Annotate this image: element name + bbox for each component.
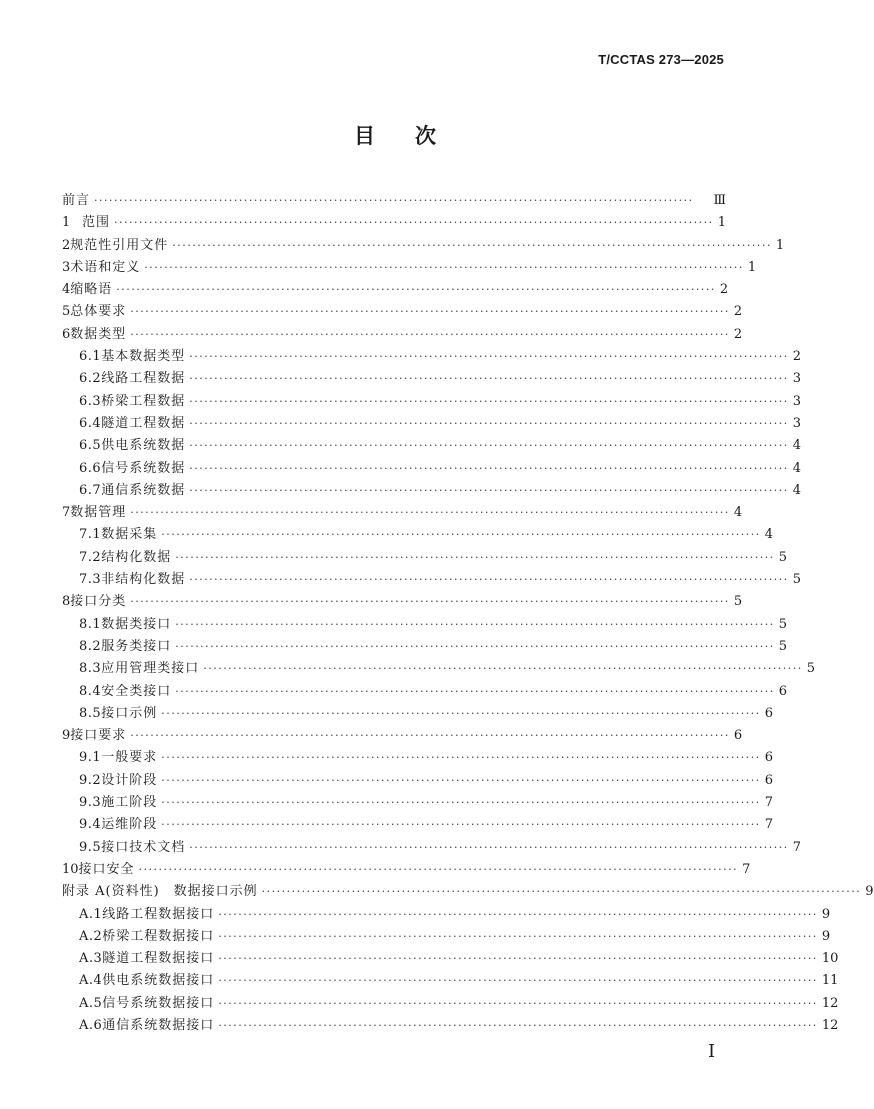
toc-entry-label: 基本数据类型	[101, 349, 186, 365]
table-of-contents	[62, 190, 874, 1037]
toc-entry-page: 5	[778, 616, 788, 632]
toc-entry-label: 前言	[62, 193, 91, 208]
toc-entry-page: 6	[764, 705, 774, 721]
toc-entry[interactable]	[62, 190, 726, 212]
toc-entry[interactable]	[62, 636, 788, 658]
toc-entry-page: 9	[821, 928, 831, 944]
toc-entry[interactable]	[62, 591, 743, 613]
dot-leader: ························································································································	[161, 796, 761, 810]
toc-entry-number: 7	[62, 505, 71, 521]
toc-entry[interactable]	[62, 391, 802, 413]
dot-leader: ························································································································	[130, 729, 730, 743]
dot-leader: ························································································································	[218, 996, 818, 1010]
toc-entry-page: 12	[821, 995, 839, 1011]
toc-entry-label: 缩略语	[70, 282, 113, 298]
toc-entry-label: 范围	[82, 215, 111, 231]
toc-entry-label: 数据采集	[101, 527, 158, 543]
toc-entry-page: 2	[719, 282, 729, 298]
toc-entry-label: 隧道工程数据接口	[102, 951, 215, 967]
toc-entry[interactable]	[62, 837, 802, 859]
toc-entry[interactable]	[62, 279, 729, 301]
toc-entry-label: 隧道工程数据	[101, 415, 186, 431]
toc-entry-label: 总体要求	[70, 304, 127, 320]
toc-entry-label: 数据类型	[70, 326, 127, 342]
toc-entry-page: 1	[717, 215, 726, 231]
toc-entry-page: 6	[764, 772, 774, 788]
toc-entry-number: 6.4	[79, 415, 102, 431]
dot-leader: ························································································································	[261, 885, 862, 899]
toc-title: 目次	[354, 123, 476, 148]
toc-entry-page: 6	[778, 683, 788, 699]
toc-entry-label: 服务类接口	[101, 638, 172, 654]
toc-entry[interactable]	[62, 859, 751, 881]
toc-entry-page: 3	[792, 371, 802, 387]
toc-entry-label: 一般要求	[101, 750, 158, 766]
toc-entry-number: 6.7	[79, 482, 102, 498]
toc-entry-label: 线路工程数据接口	[102, 906, 215, 922]
toc-entry[interactable]	[62, 904, 831, 926]
toc-entry-number: 7.3	[79, 572, 102, 588]
toc-entry-page: 7	[764, 795, 774, 811]
toc-entry[interactable]	[62, 257, 757, 279]
dot-leader: ························································································································	[189, 840, 789, 854]
toc-entry[interactable]	[62, 792, 774, 814]
toc-entry-number: 8.4	[79, 683, 102, 699]
dot-leader: ························································································································	[130, 305, 730, 319]
toc-entry-page: 4	[764, 527, 774, 543]
toc-entry[interactable]	[62, 435, 802, 457]
toc-entry-page: 7	[792, 839, 802, 855]
dot-leader: ························································································································	[116, 283, 716, 297]
toc-entry-page: 11	[821, 973, 839, 989]
toc-entry-number: 9.4	[79, 817, 102, 833]
toc-entry-number: 4	[62, 282, 71, 298]
toc-entry-number: 6.2	[79, 371, 102, 387]
toc-entry[interactable]	[62, 502, 743, 524]
toc-entry-page: 4	[792, 438, 802, 454]
toc-entry[interactable]	[62, 569, 802, 591]
dot-leader: ························································································································	[189, 394, 789, 408]
toc-entry-page: 7	[742, 861, 751, 877]
toc-entry[interactable]	[62, 658, 816, 680]
toc-entry-number: A.4	[79, 973, 103, 989]
toc-entry-label: 接口安全	[78, 861, 135, 877]
dot-leader: ························································································································	[189, 372, 789, 386]
toc-entry[interactable]	[62, 346, 802, 368]
toc-entry-number: 2	[62, 237, 71, 253]
toc-entry-page: 4	[792, 482, 802, 498]
dot-leader: ························································································································	[189, 483, 789, 497]
dot-leader: ························································································································	[172, 238, 772, 252]
toc-entry-number: A.3	[79, 951, 103, 967]
dot-leader: ························································································································	[175, 639, 775, 653]
toc-entry-label: 非结构化数据	[101, 572, 186, 588]
dot-leader: ························································································································	[161, 773, 761, 787]
toc-entry-number: 8.5	[79, 705, 102, 721]
toc-entry-number: 6	[62, 326, 71, 342]
toc-entry-number: 9.2	[79, 772, 102, 788]
toc-entry[interactable]	[62, 881, 874, 903]
toc-entry-label: 接口示例	[101, 705, 158, 721]
toc-entry-label: 附录 A(资料性) 数据接口示例	[62, 884, 258, 900]
toc-entry-label: 接口要求	[70, 728, 127, 744]
toc-entry[interactable]	[62, 458, 802, 480]
dot-leader: ························································································································	[218, 952, 818, 966]
toc-entry-label: 规范性引用文件	[70, 237, 169, 253]
toc-entry-label: 供电系统数据	[101, 438, 186, 454]
toc-entry-label: 信号系统数据接口	[102, 995, 215, 1011]
dot-leader: ························································································································	[218, 1018, 818, 1032]
toc-entry-page: Ⅲ	[713, 193, 726, 208]
toc-entry-label: 结构化数据	[101, 549, 172, 565]
toc-entry-number: 9.1	[79, 750, 102, 766]
toc-entry[interactable]	[62, 926, 831, 948]
dot-leader: ························································································································	[144, 260, 744, 274]
toc-entry-page: 6	[733, 728, 743, 744]
toc-entry-page: 9	[821, 906, 831, 922]
toc-entry-number: 6.6	[79, 460, 102, 476]
toc-entry-number: A.6	[79, 1017, 103, 1033]
toc-entry-label: 桥梁工程数据	[101, 393, 186, 409]
toc-entry[interactable]	[62, 725, 743, 747]
toc-entry-number: 10	[62, 861, 79, 877]
toc-entry-label: 施工阶段	[101, 795, 158, 811]
toc-entry-label: 通信系统数据接口	[102, 1017, 215, 1033]
dot-leader: ························································································································	[175, 684, 775, 698]
dot-leader: ························································································································	[161, 818, 761, 832]
toc-entry-page: 1	[775, 237, 785, 253]
toc-entry-label: 通信系统数据	[101, 482, 186, 498]
toc-entry-number: 7.2	[79, 549, 102, 565]
toc-entry[interactable]	[62, 1015, 839, 1037]
toc-entry-number: 3	[62, 259, 71, 275]
toc-entry[interactable]	[62, 212, 726, 234]
toc-entry-page: 5	[806, 661, 816, 677]
toc-entry-page: 10	[821, 951, 839, 967]
toc-entry-page: 5	[778, 638, 788, 654]
toc-entry-label: 接口技术文档	[101, 839, 186, 855]
toc-entry-number: 6.5	[79, 438, 102, 454]
toc-entry-number: 5	[62, 304, 71, 320]
dot-leader: ························································································································	[94, 194, 694, 207]
dot-leader: ························································································································	[130, 506, 730, 520]
toc-entry-page: 4	[733, 505, 743, 521]
dot-leader: ························································································································	[161, 706, 761, 720]
toc-entry-label: 桥梁工程数据接口	[102, 928, 215, 944]
toc-entry-page: 1	[747, 259, 757, 275]
toc-entry-number: 6.1	[79, 349, 102, 365]
toc-entry[interactable]	[62, 235, 785, 257]
toc-entry-page: 2	[733, 304, 743, 320]
toc-entry[interactable]	[62, 703, 774, 725]
dot-leader: ························································································································	[189, 461, 789, 475]
toc-entry-page: 2	[733, 326, 743, 342]
toc-entry-page: 4	[792, 460, 802, 476]
toc-entry-page: 5	[792, 572, 802, 588]
toc-entry[interactable]	[62, 681, 788, 703]
toc-entry[interactable]	[62, 413, 802, 435]
toc-entry-page: 6	[764, 750, 774, 766]
page-number: I	[708, 1041, 716, 1062]
toc-entry-page: 12	[821, 1017, 839, 1033]
toc-entry[interactable]	[62, 480, 802, 502]
toc-entry-number: 6.3	[79, 393, 102, 409]
dot-leader: ························································································································	[130, 595, 730, 609]
dot-leader: ························································································································	[218, 929, 818, 943]
toc-entry-number: 8.1	[79, 616, 102, 632]
toc-entry[interactable]	[62, 747, 774, 769]
toc-entry[interactable]	[62, 970, 839, 992]
toc-entry-number: 9.5	[79, 839, 102, 855]
toc-entry-page: 3	[792, 415, 802, 431]
dot-leader: ························································································································	[175, 617, 775, 631]
toc-entry-number: 7.1	[79, 527, 102, 543]
toc-entry-number: A.5	[79, 995, 103, 1011]
toc-entry-number: 8	[62, 594, 71, 610]
toc-entry-number: 8.3	[79, 661, 102, 677]
dot-leader: ························································································································	[218, 907, 818, 921]
dot-leader: ························································································································	[189, 573, 789, 587]
toc-entry-label: 数据类接口	[101, 616, 172, 632]
toc-entry[interactable]	[62, 614, 788, 636]
toc-entry-label: 应用管理类接口	[101, 661, 200, 677]
toc-entry-label: 线路工程数据	[101, 371, 186, 387]
dot-leader: ························································································································	[218, 974, 818, 988]
dot-leader: ························································································································	[189, 350, 789, 364]
toc-entry[interactable]	[62, 770, 774, 792]
toc-entry-label: 术语和定义	[70, 259, 141, 275]
dot-leader: ························································································································	[138, 862, 739, 876]
toc-entry-number: 9	[62, 728, 71, 744]
toc-entry-label: 安全类接口	[101, 683, 172, 699]
toc-entry[interactable]	[62, 324, 743, 346]
toc-entry[interactable]	[62, 547, 788, 569]
toc-entry-page: 5	[778, 549, 788, 565]
toc-entry-label: 数据管理	[70, 505, 127, 521]
toc-entry[interactable]	[62, 368, 802, 390]
toc-entry-page: 9	[865, 884, 874, 900]
toc-entry-number: 8.2	[79, 638, 102, 654]
dot-leader: ························································································································	[161, 528, 761, 542]
toc-entry[interactable]	[62, 948, 839, 970]
dot-leader: ························································································································	[114, 216, 714, 230]
toc-entry-page: 2	[792, 349, 802, 365]
toc-entry-number: A.2	[79, 928, 103, 944]
toc-entry-number: A.1	[79, 906, 103, 922]
dot-leader: ························································································································	[161, 751, 761, 765]
toc-entry-label: 供电系统数据接口	[102, 973, 215, 989]
toc-entry-number: 9.3	[79, 795, 102, 811]
toc-entry[interactable]	[62, 524, 774, 546]
toc-entry-label: 设计阶段	[101, 772, 158, 788]
toc-entry-label: 运维阶段	[101, 817, 158, 833]
toc-entry-label: 接口分类	[70, 594, 127, 610]
toc-entry-page: 7	[764, 817, 774, 833]
toc-entry[interactable]	[62, 814, 774, 836]
toc-entry-page: 3	[792, 393, 802, 409]
toc-entry-page: 5	[733, 594, 743, 610]
toc-entry-label: 信号系统数据	[101, 460, 186, 476]
dot-leader: ························································································································	[130, 327, 730, 341]
toc-entry[interactable]	[62, 301, 743, 323]
dot-leader: ························································································································	[189, 439, 789, 453]
dot-leader: ························································································································	[175, 550, 775, 564]
dot-leader: ························································································································	[203, 662, 803, 676]
toc-entry-number: 1	[62, 215, 71, 231]
toc-entry[interactable]	[62, 993, 839, 1015]
standard-number: T/CCTAS 273—2025	[598, 52, 724, 67]
dot-leader: ························································································································	[189, 416, 789, 430]
